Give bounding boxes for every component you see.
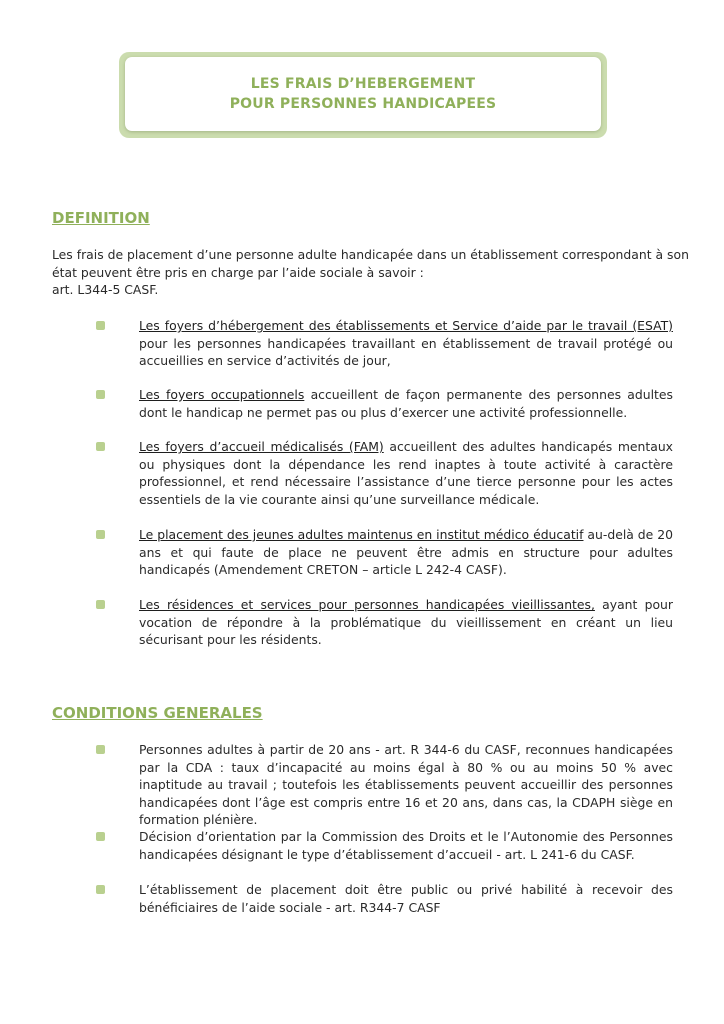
item-text: ayant pour vocation de répondre à la problématique du vieillissement en créant un lieu sécurisant pour les résidents. [139,597,673,647]
condition-item-etablissement [95,881,673,916]
bullet-square-icon [96,321,105,330]
item-text: Décision d’orientation par la Commission des Droits et le l’Autonomie des Personnes handicapées désignant le type d’établissement d’accueil - art. L 241-6 du CASF. [139,829,673,862]
bullet-square-icon [96,745,105,754]
condition-item-age [95,741,673,829]
item-lead: Les foyers d’hébergement des établissements et Service d’aide par le travail (ESAT) [139,318,673,333]
definition-item-esat [95,317,673,370]
definition-item-jeunes-adultes [95,526,673,579]
item-text: L’établissement de placement doit être public ou privé habilité à recevoir des bénéficiaires de l’aide sociale - art. R344-7 CASF [139,882,673,915]
definition-intro-line-2: état peuvent être pris en charge par l’aide sociale à savoir : [52,264,424,280]
item-lead: Les foyers d’accueil médicalisés (FAM) [139,439,384,454]
title-frame [119,52,607,138]
item-lead: Le placement des jeunes adultes maintenus en institut médico éducatif [139,527,584,542]
condition-item-decision [95,828,673,863]
document-title-line-2: POUR PERSONNES HANDICAPEES [229,96,497,112]
item-lead: Les résidences et services pour personnes handicapées vieillissantes, [139,597,595,612]
item-text: pour les personnes handicapées travaillant en établissement de travail protégé ou accueillies en service d’activités de jour, [139,335,673,368]
definition-intro [52,246,689,299]
definition-intro-line-3: art. L344-5 CASF. [52,282,159,297]
document-title-line-1: LES FRAIS D’HEBERGEMENT [250,76,476,92]
definition-heading: DEFINITION [52,209,150,227]
bullet-square-icon [96,832,105,841]
item-text: au-delà de 20 ans et qui faute de place ne peuvent être admis en structure pour adultes handicapés (Amendement CRETON – article L 242-4 CASF). [139,527,673,577]
item-text: accueillent de façon permanente des personnes adultes dont le handicap ne permet pas ou plus d’exercer une activité professionnelle. [139,387,673,420]
conditions-heading: CONDITIONS GENERALES [52,704,263,722]
definition-item-foyers-occupationnels [95,386,673,421]
title-box [125,57,601,131]
item-lead: Les foyers occupationnels [139,387,305,402]
definition-item-residences [95,596,673,649]
item-text: Personnes adultes à partir de 20 ans - art. R 344-6 du CASF, reconnues handicapées par la CDA : taux d’incapacité au moins égal à 80 % ou au moins 50 % avec inaptitude au travail ; toutefois les établissements peuvent accueillir des personnes handicapées dont l’âge est compris entre 16 et 20 ans, dans cas, la CDAPH siège en formation plénière. [139,742,673,827]
bullet-square-icon [96,530,105,539]
bullet-square-icon [96,885,105,894]
bullet-square-icon [96,390,105,399]
bullet-square-icon [96,442,105,451]
definition-item-fam [95,438,673,508]
item-text: accueillent des adultes handicapés mentaux ou physiques dont la dépendance les rend inaptes à toute activité à caractère professionnel, et rend nécessaire l’assistance d’une tierce personne pour les actes essentiels de la vie courante ainsi qu’une surveillance médicale. [139,439,674,507]
bullet-square-icon [96,600,105,609]
definition-intro-line-1: Les frais de placement d’une personne adulte handicapée dans un établissement correspondant à son [52,247,689,262]
